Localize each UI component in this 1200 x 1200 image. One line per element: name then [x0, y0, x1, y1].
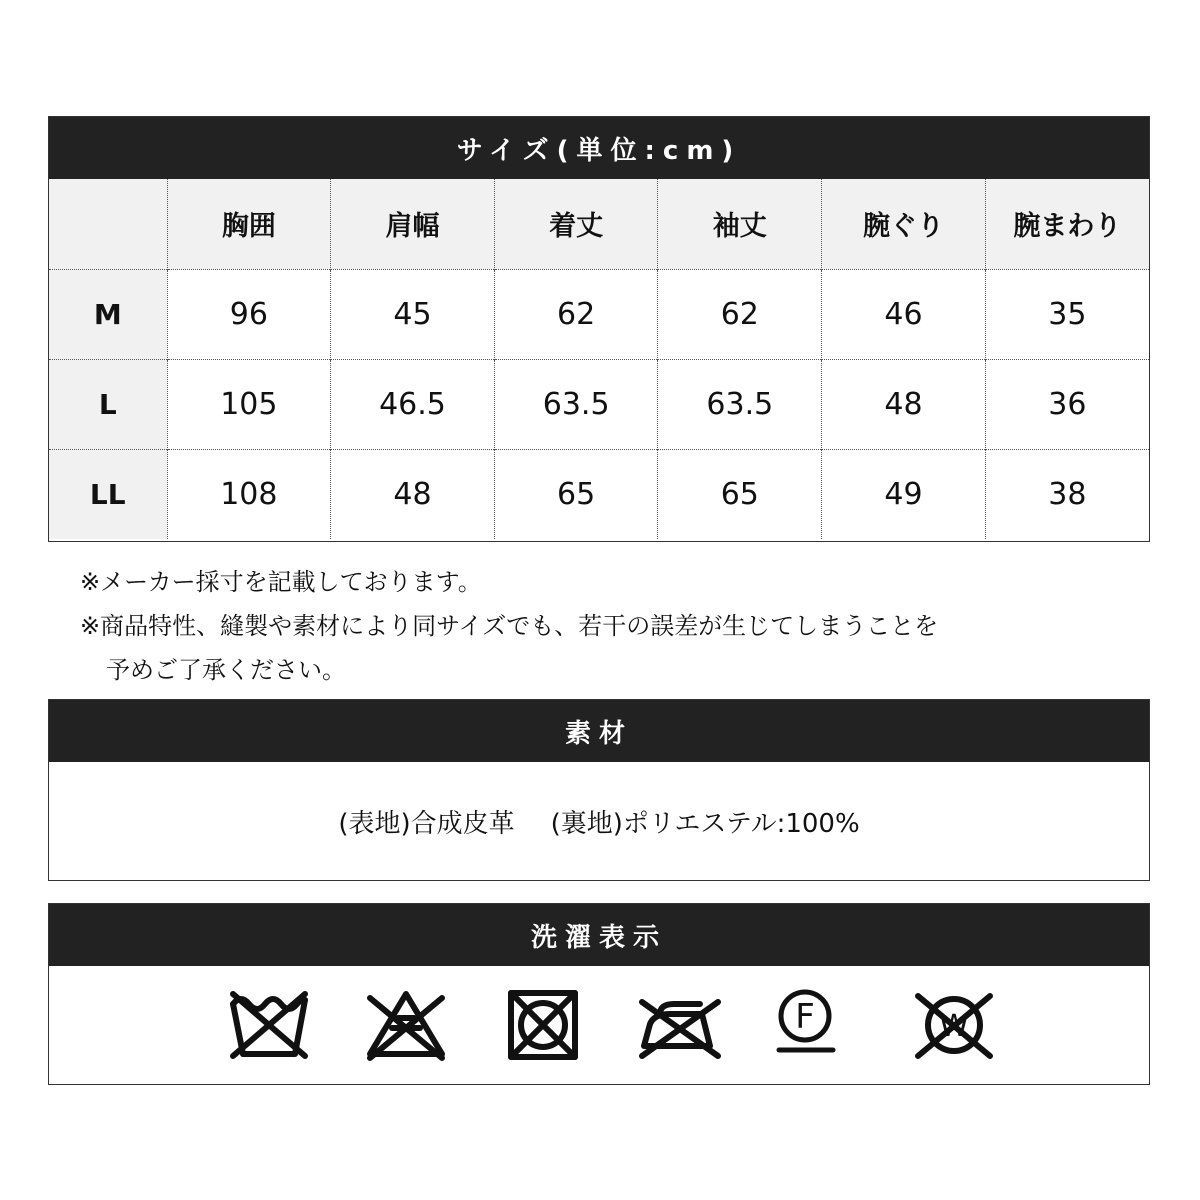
table-row: [49, 449, 1149, 539]
table-cell: 63.5: [494, 359, 658, 449]
size-table-title: サイズ(単位:cm): [49, 117, 1149, 179]
table-cell: 62: [658, 269, 822, 359]
no-bleach-icon: [364, 988, 448, 1062]
column-header-armhole: 腕ぐり: [822, 179, 986, 269]
table-cell: 108: [167, 449, 331, 539]
no-wash-icon: [227, 988, 311, 1062]
note-line: ※商品特性、縫製や素材により同サイズでも、若干の誤差が生じてしまうことを: [80, 612, 939, 640]
table-row: [49, 359, 1149, 449]
size-notes: [80, 560, 938, 692]
table-cell: 46: [822, 269, 986, 359]
dry-clean-letter: F: [795, 997, 815, 1037]
note-line: 予めご了承ください。: [106, 656, 346, 684]
size-section: [48, 116, 1150, 542]
table-cell: 45: [331, 269, 495, 359]
table-cell: 38: [985, 449, 1149, 539]
material-outer: (表地)合成皮革: [338, 808, 515, 839]
table-cell: 49: [822, 449, 986, 539]
material-section: [48, 699, 1150, 881]
size-table: [49, 179, 1149, 539]
table-cell: 65: [658, 449, 822, 539]
table-header-row: [49, 179, 1149, 269]
table-cell: 36: [985, 359, 1149, 449]
wash-title: 洗濯表示: [49, 904, 1149, 966]
row-header-size: L: [49, 359, 167, 449]
material-body: [49, 762, 1149, 880]
table-cell: 62: [494, 269, 658, 359]
table-cell: 48: [331, 449, 495, 539]
table-cell: 63.5: [658, 359, 822, 449]
row-header-size: M: [49, 269, 167, 359]
column-header-arm-circumference: 腕まわり: [985, 179, 1149, 269]
table-row: [49, 269, 1149, 359]
note-line: ※メーカー採寸を記載しております。: [80, 568, 482, 596]
table-corner-cell: [49, 179, 167, 269]
table-cell: 96: [167, 269, 331, 359]
table-cell: 46.5: [331, 359, 495, 449]
wash-icons-row: [49, 966, 1149, 1084]
wet-clean-letter: W: [939, 1009, 969, 1044]
table-cell: 105: [167, 359, 331, 449]
column-header-length: 着丈: [494, 179, 658, 269]
table-cell: 48: [822, 359, 986, 449]
no-iron-icon: [638, 988, 722, 1062]
wash-section: [48, 903, 1150, 1085]
dry-clean-f-icon: [775, 988, 859, 1062]
column-header-shoulder: 肩幅: [331, 179, 495, 269]
table-cell: 65: [494, 449, 658, 539]
column-header-sleeve: 袖丈: [658, 179, 822, 269]
no-wet-clean-icon: [912, 988, 996, 1062]
no-tumble-dry-icon: [501, 988, 585, 1062]
row-header-size: LL: [49, 449, 167, 539]
material-lining: (裏地)ポリエステル:100%: [550, 808, 860, 839]
table-cell: 35: [985, 269, 1149, 359]
column-header-chest: 胸囲: [167, 179, 331, 269]
material-title: 素材: [49, 700, 1149, 762]
